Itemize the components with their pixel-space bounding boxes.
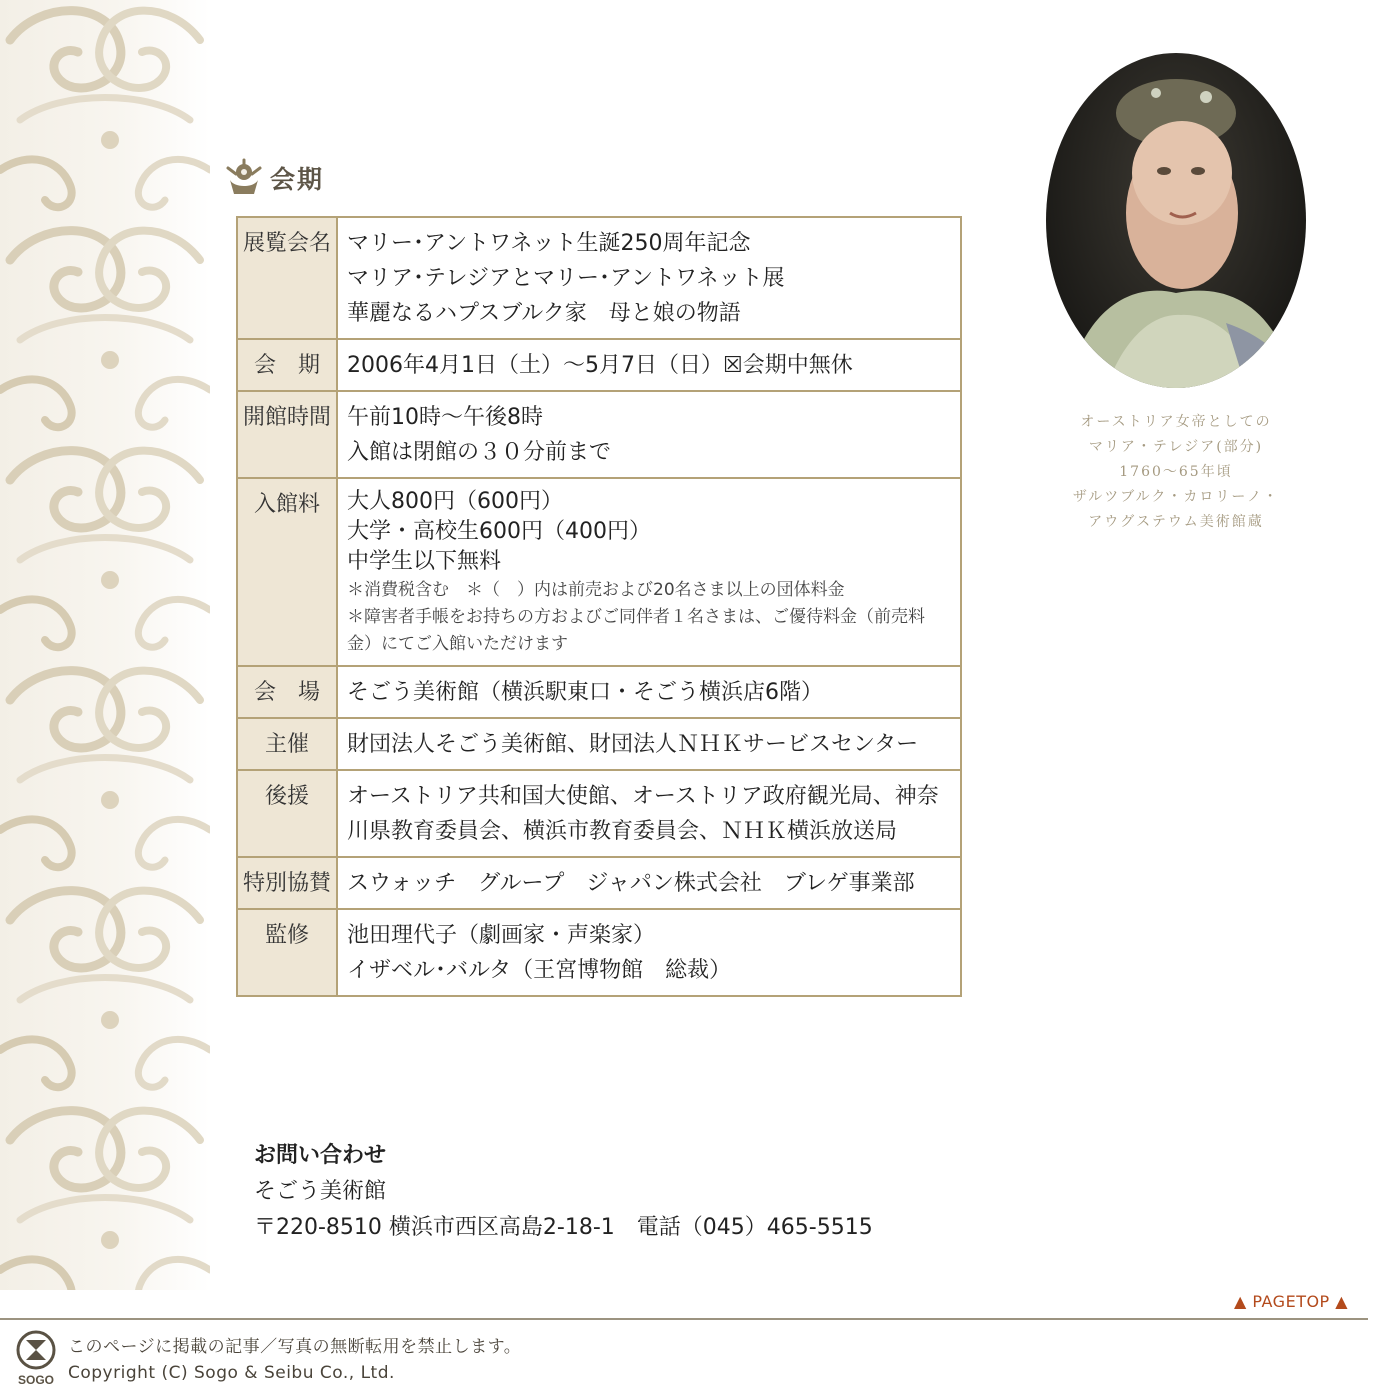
inquiry-title: お問い合わせ — [254, 1143, 387, 1168]
footer-copyright: Copyright (C) Sogo & Seibu Co., Ltd. — [68, 1363, 395, 1383]
caption-line: マリア・テレジア(部分) — [1088, 439, 1264, 455]
inquiry-block — [254, 1138, 873, 1246]
row-value — [337, 718, 961, 770]
row-value — [337, 666, 961, 718]
table-row — [237, 478, 961, 666]
row-value — [337, 339, 961, 391]
portrait-painting-icon — [1046, 53, 1306, 388]
row-label: 展覧会名 — [237, 217, 337, 339]
row-value — [337, 770, 961, 857]
table-row — [237, 909, 961, 996]
row-label: 入館料 — [237, 478, 337, 666]
row-value — [337, 391, 961, 478]
fee-note: ＊障害者手帳をお持ちの方およびご同伴者１名さまは、ご優待料金（前売料金）にてご入館いただけます — [347, 607, 925, 654]
exhibition-name-line: マリア･テレジアとマリー･アントワネット展 — [347, 266, 785, 291]
exhibition-name-line: マリー･アントワネット生誕250周年記念 — [347, 231, 751, 256]
fee-line: 中学生以下無料 — [347, 549, 502, 574]
section-header — [224, 156, 324, 200]
table-row — [237, 666, 961, 718]
table-row — [237, 217, 961, 339]
caption-line: アウグステウム美術館蔵 — [1088, 514, 1264, 530]
caption-line: オーストリア女帝としての — [1080, 414, 1272, 430]
row-label: 主催 — [237, 718, 337, 770]
hours-line: 入館は閉館の３０分前まで — [347, 440, 612, 465]
row-label: 会 場 — [237, 666, 337, 718]
fee-line: 大学・高校生600円（400円） — [347, 519, 651, 544]
table-row — [237, 770, 961, 857]
inquiry-address: 〒220-8510 横浜市西区高島2-18-1 電話（045）465-5515 — [254, 1215, 873, 1240]
footer-notice: このページに掲載の記事／写真の無断転用を禁止します。 — [68, 1337, 522, 1357]
portrait-image — [1046, 53, 1306, 388]
hours-line: 午前10時〜午後8時 — [347, 405, 543, 430]
row-label: 会 期 — [237, 339, 337, 391]
sogo-logo-icon — [14, 1330, 58, 1388]
exhibition-info-table — [236, 216, 962, 997]
caption-line: 1760〜65年頃 — [1119, 464, 1233, 480]
footer-text — [68, 1330, 521, 1386]
table-row — [237, 857, 961, 909]
row-label: 監修 — [237, 909, 337, 996]
ornament-scroll-icon — [0, 0, 210, 1290]
crest-icon — [224, 158, 264, 198]
logo-text: SOGO — [17, 1373, 55, 1387]
supervisor-line: 池田理代子（劇画家・声楽家） — [347, 923, 656, 948]
supervisor-line: イザベル･バルタ（王宮博物館 総裁） — [347, 958, 732, 983]
row-label: 開館時間 — [237, 391, 337, 478]
inquiry-name: そごう美術館 — [254, 1179, 387, 1204]
support-line: オーストリア共和国大使館、オーストリア政府観光局、神奈川県教育委員会、横浜市教育委員会、ＮＨＫ横浜放送局 — [347, 784, 939, 844]
row-label: 後援 — [237, 770, 337, 857]
pagetop-link[interactable]: ▲ PAGETOP ▲ — [1234, 1292, 1349, 1311]
fee-line: 大人800円（600円） — [347, 489, 563, 514]
portrait-caption — [1040, 410, 1312, 535]
fee-note: ＊消費税含む ＊（ ）内は前売および20名さま以上の団体料金 — [347, 580, 845, 600]
row-value — [337, 909, 961, 996]
sponsor-line: スウォッチ グループ ジャパン株式会社 ブレゲ事業部 — [347, 871, 915, 896]
table-row — [237, 391, 961, 478]
period-line: 2006年4月1日（土）〜5月7日（日）☒会期中無休 — [347, 353, 853, 378]
row-label: 特別協賛 — [237, 857, 337, 909]
organizer-line: 財団法人そごう美術館、財団法人ＮＨＫサービスセンター — [347, 732, 919, 757]
caption-line: ザルツブルク・カロリーノ・ — [1072, 489, 1280, 505]
table-row — [237, 339, 961, 391]
table-row — [237, 718, 961, 770]
ornament-border — [0, 0, 210, 1290]
footer-divider — [0, 1318, 1368, 1320]
row-value — [337, 478, 961, 666]
section-title: 会期 — [270, 165, 325, 194]
footer — [14, 1330, 521, 1390]
row-value — [337, 217, 961, 339]
exhibition-name-line: 華麗なるハプスブルク家 母と娘の物語 — [347, 301, 741, 326]
venue-line: そごう美術館（横浜駅東口・そごう横浜店6階） — [347, 680, 823, 705]
row-value — [337, 857, 961, 909]
